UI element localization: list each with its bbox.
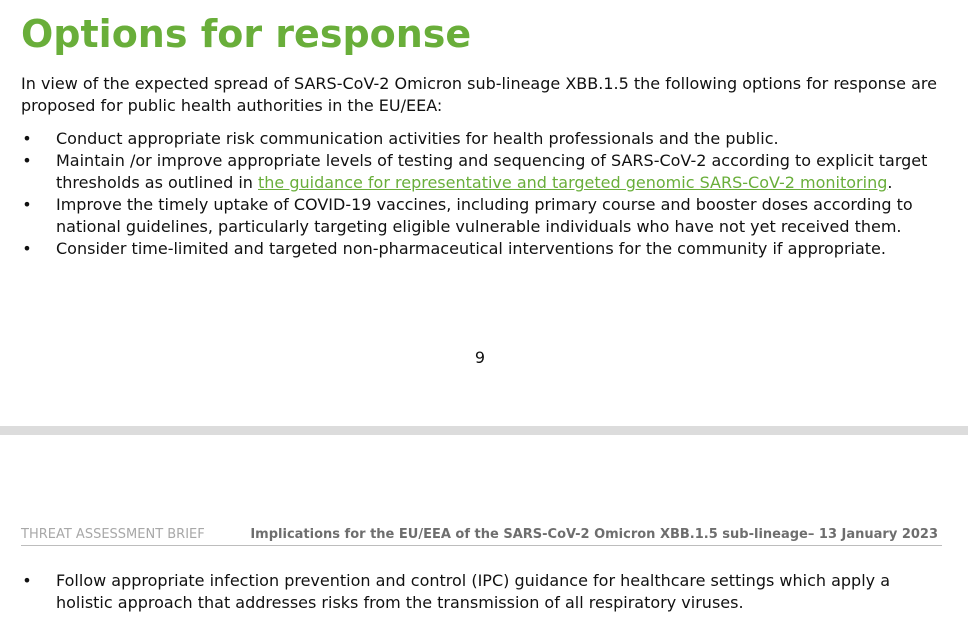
document-page-10 xyxy=(0,435,968,627)
list-item xyxy=(21,238,946,260)
list-item-text: Maintain /or improve appropriate levels of testing and sequencing of SARS-CoV-2 according to explicit target thresholds as outlined in xyxy=(56,151,928,192)
page-separator xyxy=(0,426,968,435)
bullet-icon: • xyxy=(22,571,32,590)
bullet-icon: • xyxy=(22,239,32,258)
response-options-list xyxy=(21,128,946,260)
list-item-text-end: . xyxy=(887,173,893,192)
list-item xyxy=(21,150,946,194)
list-item xyxy=(21,194,946,238)
page-number: 9 xyxy=(474,348,486,367)
list-item xyxy=(21,570,946,614)
list-item-text: Consider time-limited and targeted non-pharmaceutical interventions for the community if appropriate. xyxy=(56,239,886,258)
list-item-text: Follow appropriate infection prevention and control (IPC) guidance for healthcare settings which apply a holistic approach that addresses risks from the transmission of all respiratory viruses. xyxy=(56,571,891,612)
section-title: Options for response xyxy=(21,12,472,56)
list-item xyxy=(21,128,946,150)
intro-paragraph: In view of the expected spread of SARS-CoV-2 Omicron sub-lineage XBB.1.5 the following options for response are proposed for public health authorities in the EU/EEA: xyxy=(21,74,937,115)
running-header xyxy=(21,525,942,546)
bullet-icon: • xyxy=(22,195,32,214)
bullet-icon: • xyxy=(22,151,32,170)
response-options-list-continued xyxy=(21,570,946,614)
header-document-title: Implications for the EU/EEA of the SARS-CoV-2 Omicron XBB.1.5 sub-lineage– 13 January 2023 xyxy=(250,527,938,542)
bullet-icon: • xyxy=(22,129,32,148)
genomic-monitoring-guidance-link[interactable]: the guidance for representative and targeted genomic SARS-CoV-2 monitoring xyxy=(258,173,888,192)
header-brief-label: THREAT ASSESSMENT BRIEF xyxy=(21,527,205,542)
list-item-text: Improve the timely uptake of COVID-19 vaccines, including primary course and booster doses according to national guidelines, particularly targeting eligible vulnerable individuals who have not yet received them. xyxy=(56,195,913,236)
list-item-text: Conduct appropriate risk communication activities for health professionals and the public. xyxy=(56,129,779,148)
